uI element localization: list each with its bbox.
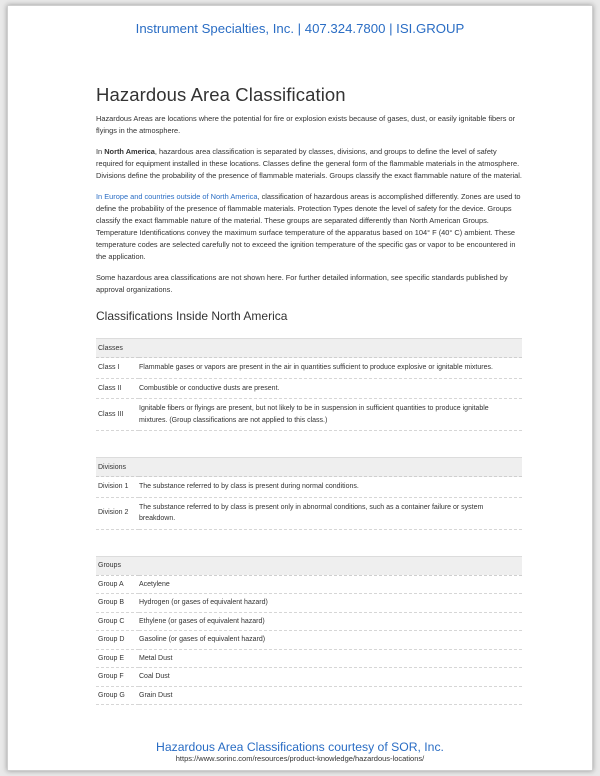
- row-label: Division 2: [96, 497, 139, 529]
- row-description: The substance referred to by class is present during normal conditions.: [139, 477, 522, 498]
- divisions-header: Divisions: [96, 458, 522, 477]
- footer: [8, 740, 592, 764]
- row-description: Coal Dust: [139, 668, 522, 687]
- table-row: [96, 686, 522, 705]
- footer-title: Hazardous Area Classifications courtesy of SOR, Inc.: [156, 740, 444, 754]
- classes-header: Classes: [96, 339, 522, 358]
- row-description: Gasoline (or gases of equivalent hazard): [139, 631, 522, 650]
- row-label: Group F: [96, 668, 139, 687]
- groups-table: [96, 556, 522, 706]
- row-label: Group B: [96, 594, 139, 613]
- table-row: [96, 668, 522, 687]
- europe-paragraph: [96, 191, 522, 263]
- row-label: Class III: [96, 399, 139, 431]
- row-label: Group G: [96, 686, 139, 705]
- row-description: The substance referred to by class is present only in abnormal conditions, such as a container failure or system breakdown.: [139, 497, 522, 529]
- table-row: [96, 612, 522, 631]
- table-row: [96, 575, 522, 594]
- table-row: [96, 378, 522, 399]
- row-label: Division 1: [96, 477, 139, 498]
- row-description: Ethylene (or gases of equivalent hazard): [139, 612, 522, 631]
- row-description: Grain Dust: [139, 686, 522, 705]
- row-label: Group A: [96, 575, 139, 594]
- north-america-paragraph: [96, 146, 522, 182]
- na-bold: North America: [104, 147, 155, 156]
- classes-table: [96, 338, 522, 431]
- row-label: Class I: [96, 358, 139, 379]
- row-description: Ignitable fibers or flyings are present, but not likely to be in suspension in sufficient quantities to produce ignitable mixtures. (Group classifications are not applied to this class.): [139, 399, 522, 431]
- footer-url[interactable]: https://www.sorinc.com/resources/product-knowledge/hazardous-locations/: [175, 754, 425, 763]
- company-header: Instrument Specialties, Inc. | 407.324.7800 | ISI.GROUP: [135, 21, 465, 36]
- row-label: Class II: [96, 378, 139, 399]
- divisions-table: [96, 457, 522, 530]
- table-row: [96, 631, 522, 650]
- intro-paragraph: Hazardous Areas are locations where the potential for fire or explosion exists because of gases, dust, or easily ignitable fibers or flyings in the atmosphere.: [96, 114, 516, 135]
- table-row: [96, 399, 522, 431]
- groups-header: Groups: [96, 556, 522, 575]
- main-content: [96, 84, 522, 705]
- table-row: [96, 477, 522, 498]
- section-title: Classifications Inside North America: [96, 309, 288, 323]
- note-paragraph: Some hazardous area classifications are not shown here. For further detailed information, see specific standards published by approval organizations.: [96, 273, 508, 294]
- europe-link[interactable]: In Europe and countries outside of North America: [96, 192, 258, 201]
- table-row: [96, 497, 522, 529]
- table-row: [96, 358, 522, 379]
- document-page: [7, 5, 593, 771]
- page-title: Hazardous Area Classification: [96, 84, 346, 105]
- na-text: , hazardous area classification is separated by classes, divisions, and groups to define the level of safety required for equipment installed in these locations. Classes define the general form of the flammable materials in the atmosphere. Divisions define the probability of the presence of flammable materials. Groups classify the exact flammable nature of the material.: [96, 147, 522, 180]
- row-description: Acetylene: [139, 575, 522, 594]
- row-label: Group C: [96, 612, 139, 631]
- row-description: Hydrogen (or gases of equivalent hazard): [139, 594, 522, 613]
- na-prefix: In: [96, 147, 105, 156]
- table-row: [96, 594, 522, 613]
- row-description: Metal Dust: [139, 649, 522, 668]
- row-label: Group D: [96, 631, 139, 650]
- row-description: Combustible or conductive dusts are present.: [139, 378, 522, 399]
- table-row: [96, 649, 522, 668]
- row-description: Flammable gases or vapors are present in the air in quantities sufficient to produce explosive or ignitable mixtures.: [139, 358, 522, 379]
- row-label: Group E: [96, 649, 139, 668]
- europe-text: , classification of hazardous areas is accomplished differently. Zones are used to define the probability of the presence of flammable materials. Protection Types denote the level of safety for the device. Groups classify the exact flammable nature of the material. These groups are separated differently than North American Groups. Temperature Identifications convey the maximum surface temperature of the apparatus based on 104° F (40° C) ambient. These temperature codes are selected carefully not to exceed the ignition temperature of the specific gas or vapor to be encountered in the application.: [96, 192, 521, 261]
